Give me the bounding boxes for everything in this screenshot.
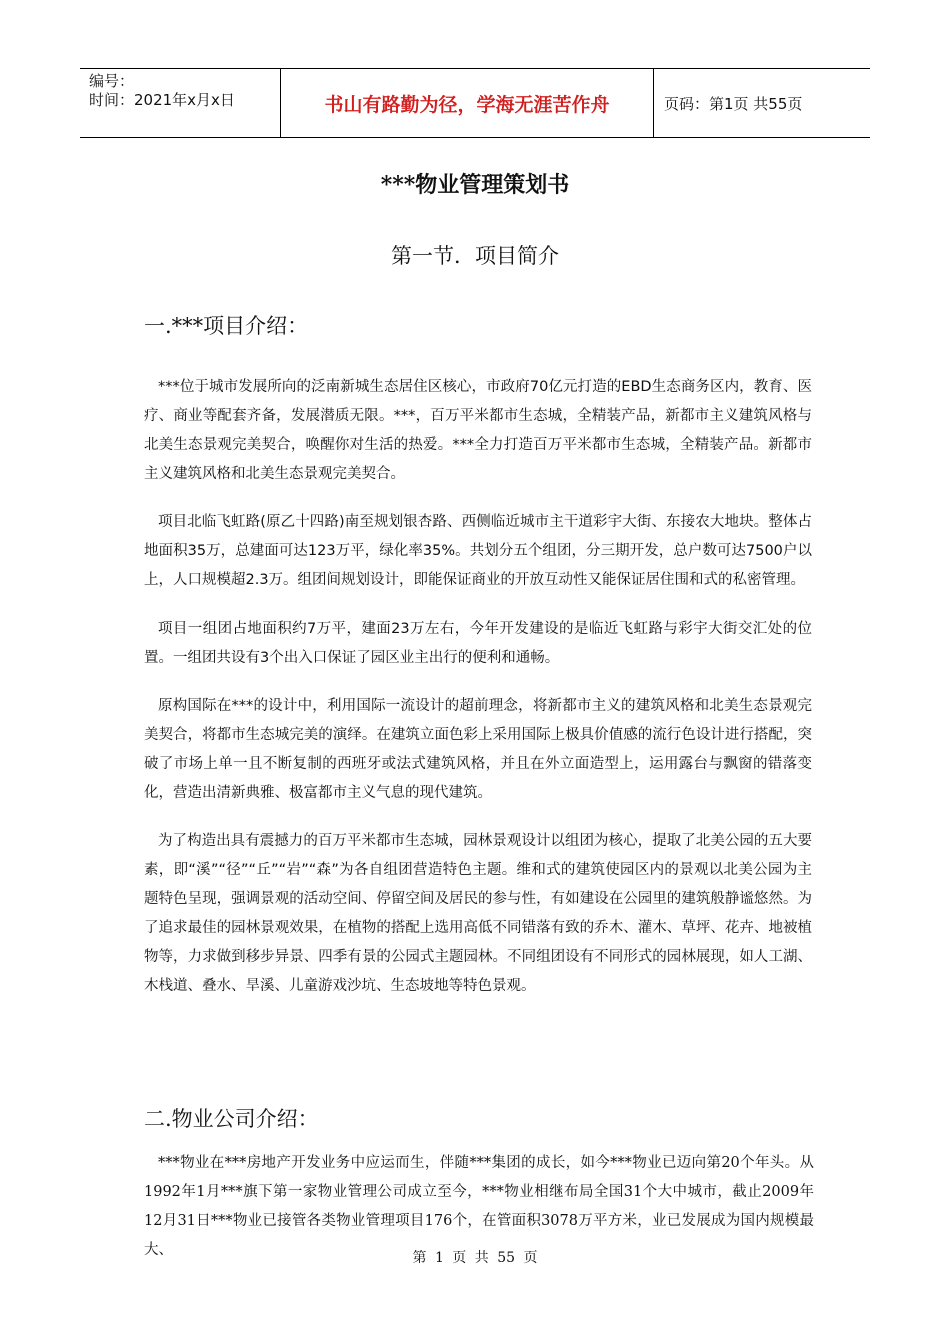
header-meta: [80, 69, 280, 137]
heading-project-intro: 一.***项目介绍：: [144, 314, 309, 338]
paragraph: ***位于城市发展所向的泛南新城生态居住区核心，市政府70亿元打造的EBD生态商务区内，教育、医疗、商业等配套齐备，发展潜质无限。***，百万平米都市生态城，全精装产品，新都市主义建筑风格与北美生态景观完美契合，唤醒你对生活的热爱。***全力打造百万平米都市生态城，全精装产品。新都市主义建筑风格和北美生态景观完美契合。: [144, 379, 812, 482]
paragraph: 项目一组团占地面积约7万平，建面23万左右，今年开发建设的是临近飞虹路与彩宇大街交汇处的位置。一组团共设有3个出入口保证了园区业主出行的便利和通畅。: [144, 621, 812, 666]
page-header: [80, 68, 870, 138]
paragraph: 为了构造出具有震撼力的百万平米都市生态城，园林景观设计以组团为核心，提取了北美公园的五大要素，即“溪”“径”“丘”“岩”“森”为各自组团营造特色主题。维和式的建筑使园区内的景观以北美公园为主题特色呈现，强调景观的活动空间、停留空间及居民的参与性，有如建设在公园里的建筑般静谧悠然。为了追求最佳的园林景观效果，在植物的搭配上选用高低不同错落有致的乔木、灌木、草坪、花卉、地被植物等，力求做到移步异景、四季有景的公园式主题园林。不同组团设有不同形式的园林展现，如人工湖、木栈道、叠水、旱溪、儿童游戏沙坑、生态坡地等特色景观。: [144, 833, 812, 994]
document-number-label: 编号：: [89, 72, 135, 90]
document-time-label: 时间：2021年x月x日: [89, 91, 235, 109]
document-title: ***物业管理策划书: [380, 172, 570, 198]
header-motto: 书山有路勤为径，学海无涯苦作舟: [280, 69, 654, 137]
paragraph: 原构国际在***的设计中，利用国际一流设计的超前理念，将新都市主义的建筑风格和北美生态景观完美契合，将都市生态城完美的演绎。在建筑立面色彩上采用国际上极具价值感的流行色设计进行搭配，突破了市场上单一且不断复制的西班牙或法式建筑风格，并且在外立面造型上，运用露台与飘窗的错落变化，营造出清新典雅、极富都市主义气息的现代建筑。: [144, 698, 812, 801]
paragraph: 项目北临飞虹路(原乙十四路)南至规划银杏路、西侧临近城市主干道彩宇大街、东接农大地块。整体占地面积35万，总建面可达123万平，绿化率35%。共划分五个组团，分三期开发，总户数可达7500户以上，人口规模超2.3万。组团间规划设计，即能保证商业的开放互动性又能保证居住围和式的私密管理。: [144, 514, 812, 588]
paragraph: ***物业在***房地产开发业务中应运而生，伴随***集团的成长，如今***物业已迈向第20个年头。从1992年1月***旗下第一家物业管理公司成立至今，***物业相继布局全国31个大中城市，截止2009年12月31日***物业已接管各类物业管理项目176个，在管面积3078万平方米，业已发展成为国内规模最大、: [144, 1155, 814, 1258]
header-page-info: 页码：第1页 共55页: [664, 94, 803, 113]
section-title: 第一节．项目简介: [391, 244, 559, 268]
heading-company-intro: 二.物业公司介绍：: [144, 1107, 319, 1131]
page-footer: 第 1 页 共 55 页: [412, 1250, 538, 1266]
